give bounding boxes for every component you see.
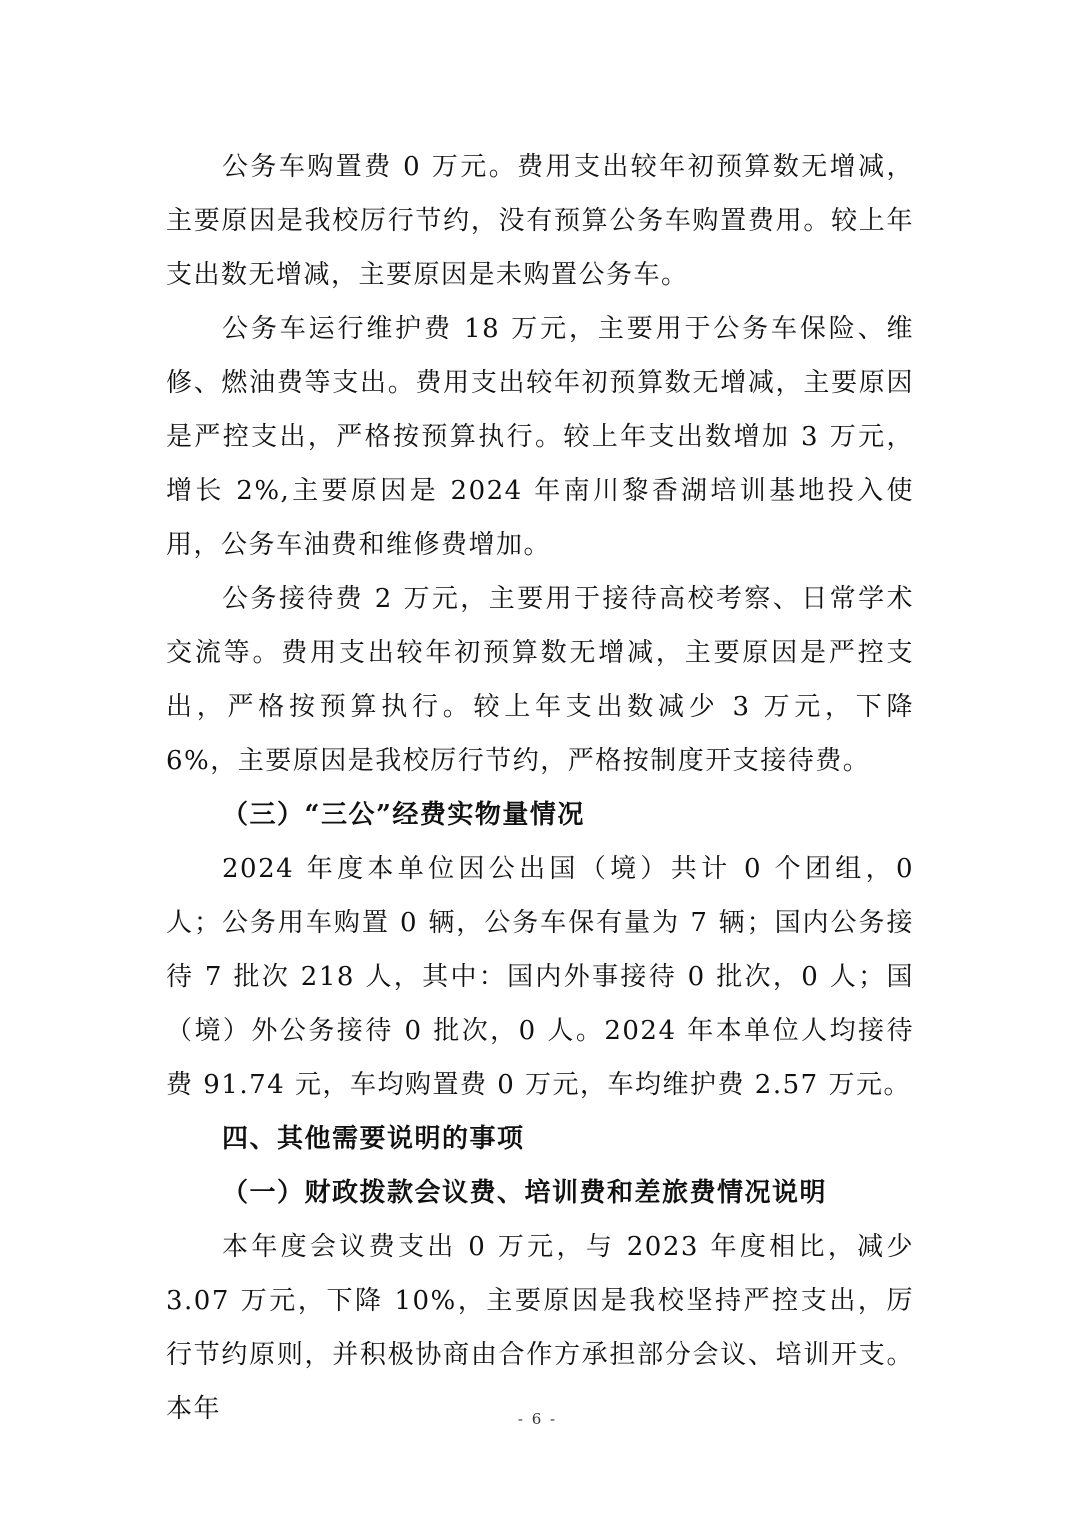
page-number: - 6 - [517, 1410, 558, 1428]
document-body [166, 140, 914, 1436]
paragraph-vehicle-purchase: 公务车购置费 0 万元。费用支出较年初预算数无增减，主要原因是我校厉行节约，没有预算公务车购置费用。较上年支出数无增减，主要原因是未购置公务车。 [166, 152, 914, 290]
heading-meeting-training-travel: （一）财政拨款会议费、培训费和差旅费情况说明 [222, 1178, 828, 1208]
heading-section-four: 四、其他需要说明的事项 [222, 1124, 525, 1154]
paragraph-reception-fee: 公务接待费 2 万元，主要用于接待高校考察、日常学术交流等。费用支出较年初预算数无增减，主要原因是严控支出，严格按预算执行。较上年支出数减少 3 万元，下降 6%，主要原因是我校厉行节约，严格按制度开支接待费。 [166, 584, 914, 776]
heading-sanggong-quantity: （三）“三公”经费实物量情况 [222, 800, 585, 830]
paragraph-meeting-fee: 本年度会议费支出 0 万元，与 2023 年度相比，减少 3.07 万元，下降 10%，主要原因是我校坚持严控支出，厉行节约原则，并积极协商由合作方承担部分会议、培训开支。本年 [166, 1232, 914, 1424]
paragraph-quantity-details: 2024 年度本单位因公出国（境）共计 0 个团组，0 人；公务用车购置 0 辆，公务车保有量为 7 辆；国内公务接待 7 批次 218 人，其中：国内外事接待 0 批次，0 人；国（境）外公务接待 0 批次，0 人。2024 年本单位人均接待费 91.74 元，车均购置费 0 万元，车均维护费 2.57 万元。 [166, 854, 914, 1100]
paragraph-vehicle-maintenance: 公务车运行维护费 18 万元，主要用于公务车保险、维修、燃油费等支出。费用支出较年初预算数无增减，主要原因是严控支出，严格按预算执行。较上年支出数增加 3 万元，增长 2%,主要原因是 2024 年南川黎香湖培训基地投入使用，公务车油费和维修费增加。 [166, 314, 914, 560]
